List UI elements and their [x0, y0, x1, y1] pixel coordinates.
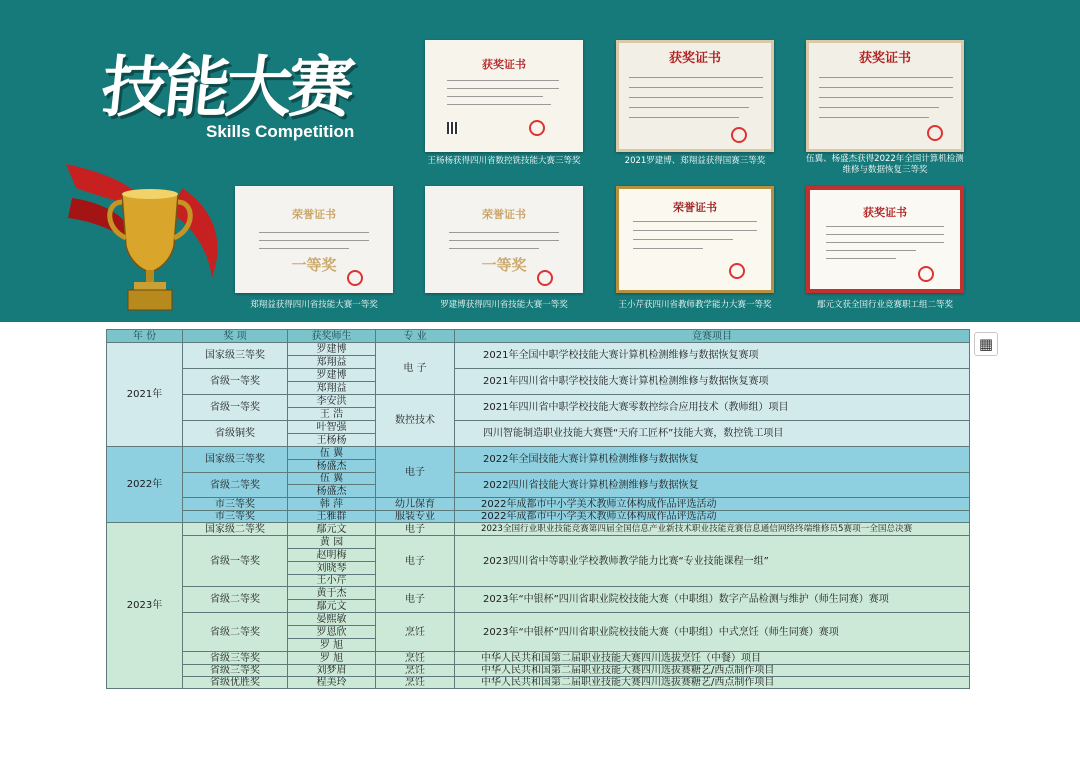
winner-cell: 李安洪: [287, 394, 376, 408]
awards-table: [106, 329, 970, 689]
winner-cell: 郑翔益: [287, 355, 376, 369]
certificate-title: 获奖证书: [863, 206, 907, 219]
winner-cell: 伍 翼: [287, 446, 376, 460]
certificate-prize: 一等奖: [481, 256, 527, 274]
award-cell: 省级一等奖: [182, 535, 288, 587]
major-cell: 电子: [375, 522, 455, 536]
winner-cell: 王杨杨: [287, 433, 376, 447]
winner-cell: 赵明梅: [287, 548, 376, 562]
major-cell: 烹饪: [375, 612, 455, 652]
major-cell: 烹饪: [375, 664, 455, 677]
major-cell: 电子: [375, 535, 455, 587]
award-cell: 省级三等奖: [182, 664, 288, 677]
seal-icon: [529, 120, 545, 136]
caption-line: 鄢元文获全国行业竞赛职工组二等奖: [816, 300, 953, 310]
major-cell: 服装专业: [375, 510, 455, 523]
caption-line: 伍翼、杨盛杰获得2022年全国计算机检测: [806, 154, 964, 164]
award-cell: 省级优胜奖: [182, 676, 288, 689]
certificate-title: 获奖证书: [668, 51, 721, 66]
award-cell: 省级一等奖: [182, 394, 288, 421]
project-cell: 2022四川省技能大赛计算机检测维修与数据恢复: [454, 472, 970, 498]
project-cell: 2023年“中银杯”四川省职业院校技能大赛（中职组）数字产品检测与维护（师生同赛）赛项: [454, 586, 970, 613]
award-cell: 省级三等奖: [182, 651, 288, 665]
seal-icon: [347, 270, 363, 286]
certificate-caption: [215, 300, 413, 311]
certificate-title: 荣誉证书: [292, 208, 336, 221]
certificate-image: [425, 40, 583, 152]
winner-cell: 郑翔益: [287, 381, 376, 395]
major-cell: 烹饪: [375, 676, 455, 689]
year-cell: 2023年: [106, 522, 183, 689]
certificate-caption: [405, 300, 603, 311]
seal-icon: [731, 127, 747, 143]
seal-icon: [918, 266, 934, 282]
header-project: 竞赛项目: [454, 329, 970, 343]
seal-icon: [729, 263, 745, 279]
winner-cell: 黄于杰: [287, 586, 376, 600]
project-cell: 2023四川省中等职业学校教师教学能力比赛“专业技能课程一组”: [454, 535, 970, 587]
winner-cell: 罗恩欣: [287, 625, 376, 639]
winner-cell: 叶智强: [287, 420, 376, 434]
winner-cell: 罗 旭: [287, 651, 376, 665]
project-cell: 2022年成都市中小学美术教师立体构成作品评选活动: [454, 510, 970, 523]
project-cell: 四川智能制造职业技能大赛暨“天府工匠杯”技能大赛，数控铣工项目: [454, 420, 970, 447]
award-cell: 国家级三等奖: [182, 342, 288, 369]
project-cell: 2021年全国中职学校技能大赛计算机检测维修与数据恢复赛项: [454, 342, 970, 369]
header-major: 专 业: [375, 329, 455, 343]
certificate-image: [806, 40, 964, 152]
major-cell: 电子: [375, 586, 455, 613]
project-cell: 2022年成都市中小学美术教师立体构成作品评选活动: [454, 497, 970, 511]
certificate-image: [235, 186, 393, 293]
major-cell: 幼儿保育: [375, 497, 455, 511]
winner-cell: 罗建博: [287, 368, 376, 382]
award-cell: 省级一等奖: [182, 368, 288, 395]
certificate-caption: [786, 300, 984, 311]
trophy-icon: [62, 158, 230, 316]
project-cell: 中华人民共和国第二届职业技能大赛四川选拔赛糖艺/西点制作项目: [454, 664, 970, 677]
seal-icon: [927, 125, 943, 141]
major-cell: 电子: [375, 446, 455, 498]
caption-line: 郑翔益获得四川省技能大赛一等奖: [250, 300, 378, 310]
award-cell: 省级二等奖: [182, 612, 288, 652]
award-cell: 省级二等奖: [182, 472, 288, 498]
winner-cell: 伍 翼: [287, 472, 376, 485]
header-year: 年 份: [106, 329, 183, 343]
certificate-image: [616, 186, 774, 293]
major-cell: 数控技术: [375, 394, 455, 447]
caption-line: 2021罗建博、郑翔益获得国赛三等奖: [624, 156, 766, 166]
winner-cell: 黄 园: [287, 535, 376, 549]
winner-cell: 罗 旭: [287, 638, 376, 652]
winner-cell: 晏熙敏: [287, 612, 376, 626]
skills-competition-logo: [98, 46, 402, 156]
certificate-5: [425, 186, 583, 310]
winner-cell: 王 浩: [287, 407, 376, 421]
major-cell: 电 子: [375, 342, 455, 395]
qr-code-icon: [447, 122, 459, 134]
certificate-2: [616, 40, 774, 166]
header-award: 奖 项: [182, 329, 288, 343]
header-winner: 获奖师生: [287, 329, 376, 343]
certificate-caption: [596, 156, 794, 167]
certificate-1: [425, 40, 583, 166]
certificate-title: 获奖证书: [482, 58, 526, 71]
certificate-3: [806, 40, 964, 175]
winner-cell: 刘梦眉: [287, 664, 376, 677]
project-cell: 2022年全国技能大赛计算机检测维修与数据恢复: [454, 446, 970, 473]
winner-cell: 杨盛杰: [287, 459, 376, 473]
certificate-4: [235, 186, 393, 310]
year-cell: 2022年: [106, 446, 183, 523]
major-cell: 烹饪: [375, 651, 455, 665]
certificate-image: [806, 186, 964, 293]
award-cell: 国家级三等奖: [182, 446, 288, 473]
winner-cell: 韩 萍: [287, 497, 376, 511]
award-cell: 市三等奖: [182, 510, 288, 523]
winner-cell: 鄢元文: [287, 522, 376, 536]
award-cell: 省级二等奖: [182, 586, 288, 613]
award-cell: 市三等奖: [182, 497, 288, 511]
qr-code-icon[interactable]: ▦: [974, 332, 998, 356]
award-cell: 国家级二等奖: [182, 522, 288, 536]
certificate-prize: 一等奖: [291, 256, 337, 274]
certificate-6: [616, 186, 774, 310]
winner-cell: 程美玲: [287, 676, 376, 689]
logo-title-en: Skills Competition: [206, 122, 355, 141]
project-cell: 2023全国行业职业技能竞赛第四届全国信息产业新技术职业技能竞赛信息通信网络终端维修员5赛项一全国总决赛: [454, 522, 970, 536]
winner-cell: 罗建博: [287, 342, 376, 356]
project-cell: 2021年四川省中职学校技能大赛零数控综合应用技术（教师组）项目: [454, 394, 970, 421]
certificate-image: [616, 40, 774, 152]
certificate-title: 获奖证书: [858, 51, 911, 66]
certificate-image: [425, 186, 583, 293]
certificate-7: [806, 186, 964, 310]
winner-cell: 王雅群: [287, 510, 376, 523]
project-cell: 中华人民共和国第二届职业技能大赛四川选拔赛糖艺/西点制作项目: [454, 676, 970, 689]
certificate-title: 荣誉证书: [482, 208, 526, 221]
caption-line: 王小芹获四川省教师教学能力大赛一等奖: [618, 300, 772, 310]
certificate-caption: [796, 154, 974, 176]
caption-line: 维修与数据恢复三等奖: [842, 165, 928, 175]
winner-cell: 王小芹: [287, 574, 376, 587]
award-cell: 省级铜奖: [182, 420, 288, 447]
winner-cell: 鄢元文: [287, 599, 376, 613]
certificate-caption: [592, 300, 798, 311]
logo-title-cn: 技能大赛: [98, 49, 355, 126]
header-banner: [0, 0, 1080, 322]
caption-line: 王杨杨获得四川省数控铣技能大赛三等奖: [427, 156, 581, 166]
project-cell: 中华人民共和国第二届职业技能大赛四川选拔烹饪（中餐）项目: [454, 651, 970, 665]
certificate-caption: [405, 156, 603, 167]
winner-cell: 刘晓琴: [287, 561, 376, 575]
seal-icon: [537, 270, 553, 286]
caption-line: 罗建博获得四川省技能大赛一等奖: [440, 300, 568, 310]
certificate-title: 荣誉证书: [673, 201, 717, 214]
project-cell: 2023年“中银杯”四川省职业院校技能大赛（中职组）中式烹饪（师生同赛）赛项: [454, 612, 970, 652]
year-cell: 2021年: [106, 342, 183, 447]
project-cell: 2021年四川省中职学校技能大赛计算机检测维修与数据恢复赛项: [454, 368, 970, 395]
winner-cell: 杨盛杰: [287, 484, 376, 498]
